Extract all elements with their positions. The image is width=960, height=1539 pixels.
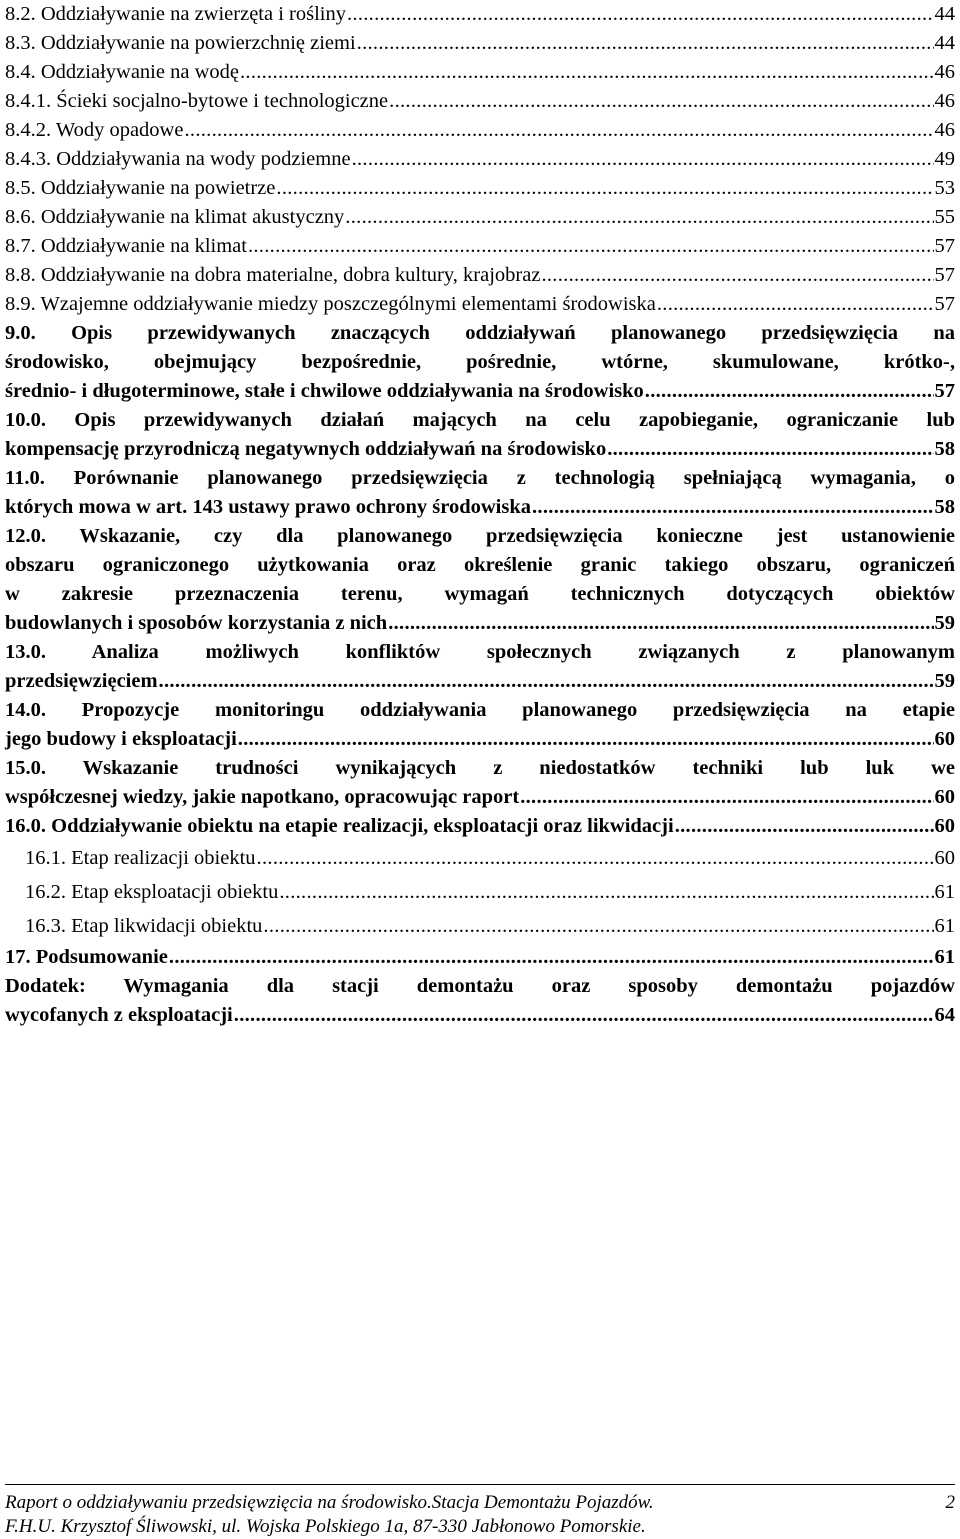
toc-page-number: 58 xyxy=(934,438,955,460)
toc-entry-row[interactable] xyxy=(5,812,955,841)
toc-entry-title: 16.0. Oddziaływanie obiektu na etapie realizacji, eksploatacji oraz likwidacji xyxy=(5,815,674,837)
toc-entry xyxy=(5,116,955,145)
toc-final-section xyxy=(5,943,955,1030)
dot-leader xyxy=(276,174,933,203)
toc-page-number: 53 xyxy=(934,177,955,199)
toc-entry xyxy=(5,638,955,696)
dot-leader xyxy=(169,943,934,972)
dot-leader xyxy=(388,609,933,638)
toc-entry-title: współczesnej wiedzy, jakie napotkano, opracowując raport xyxy=(5,786,520,808)
toc-entry-line[interactable]: w zakresie przeznaczenia terenu, wymagań technicznych dotyczących obiektów xyxy=(5,583,955,605)
toc-page-number: 44 xyxy=(934,32,955,54)
toc-entry-title: jego budowy i eksploatacji xyxy=(5,728,237,750)
dot-leader xyxy=(248,232,934,261)
dot-leader xyxy=(257,841,934,875)
dot-leader xyxy=(234,1001,934,1030)
toc-entry-line[interactable]: 13.0. Analiza możliwych konfliktów społecznych związanych z planowanym xyxy=(5,641,955,663)
toc-entry-row[interactable] xyxy=(5,783,955,812)
toc-page-number: 46 xyxy=(934,61,955,83)
toc-page-number: 61 xyxy=(934,881,955,903)
toc-entry-title: 8.8. Oddziaływanie na dobra materialne, dobra kultury, krajobraz xyxy=(5,264,541,286)
toc-entry-title: 16.1. Etap realizacji obiektu xyxy=(25,847,256,869)
footer-report-title: Raport o oddziaływaniu przedsięwzięcia na środowisko.Stacja Demontażu Pojazdów. xyxy=(5,1492,654,1513)
toc-entry xyxy=(5,0,955,29)
toc-entry xyxy=(5,812,955,841)
toc-entry-row[interactable] xyxy=(5,290,955,319)
toc-entry-title: 16.3. Etap likwidacji obiektu xyxy=(25,915,263,937)
toc-page-number: 44 xyxy=(934,3,955,25)
dot-leader xyxy=(675,812,934,841)
toc-entry-title: 8.4. Oddziaływanie na wodę xyxy=(5,61,239,83)
dot-leader xyxy=(159,667,934,696)
toc-entry-title: 8.9. Wzajemne oddziaływanie miedzy poszczególnymi elementami środowiska xyxy=(5,293,656,315)
toc-page-number: 61 xyxy=(934,946,955,968)
toc-page-number: 60 xyxy=(934,815,955,837)
toc-entry-row[interactable] xyxy=(5,609,955,638)
toc-entry-row[interactable] xyxy=(5,725,955,754)
toc-entry-title: budowlanych i sposobów korzystania z nich xyxy=(5,612,388,634)
toc-entry-row[interactable] xyxy=(25,909,955,943)
toc-entry-row[interactable] xyxy=(5,943,955,972)
toc-entry xyxy=(5,203,955,232)
toc-entry-row[interactable] xyxy=(5,1001,955,1030)
toc-page-number: 60 xyxy=(934,786,955,808)
toc-entry xyxy=(5,754,955,812)
toc-page-number: 59 xyxy=(934,612,955,634)
toc-entry-title: 17. Podsumowanie xyxy=(5,946,168,968)
toc-subentry xyxy=(25,875,955,909)
toc-entry-title: wycofanych z eksploatacji xyxy=(5,1004,233,1026)
toc-plain-section xyxy=(5,0,955,319)
toc-page-number: 46 xyxy=(934,90,955,112)
toc-entry-row[interactable] xyxy=(25,875,955,909)
toc-entry-title: których mowa w art. 143 ustawy prawo ochrony środowiska xyxy=(5,496,531,518)
dot-leader xyxy=(238,725,934,754)
toc-entry-title: 8.5. Oddziaływanie na powietrze xyxy=(5,177,276,199)
dot-leader xyxy=(279,875,933,909)
dot-leader xyxy=(520,783,933,812)
toc-entry-row[interactable] xyxy=(5,435,955,464)
toc-entry-title: 8.4.3. Oddziaływania na wody podziemne xyxy=(5,148,351,170)
toc-page-number: 46 xyxy=(934,119,955,141)
toc-page-number: 61 xyxy=(934,915,955,937)
toc-page-number: 55 xyxy=(934,206,955,228)
footer-page-number: 2 xyxy=(945,1492,955,1513)
toc-entry xyxy=(5,290,955,319)
toc-entry xyxy=(5,174,955,203)
toc-entry-row[interactable] xyxy=(5,29,955,58)
toc-subsection-list xyxy=(5,841,955,943)
toc-entry-row[interactable] xyxy=(5,87,955,116)
toc-entry-line[interactable]: Dodatek: Wymagania dla stacji demontażu oraz sposoby demontażu pojazdów xyxy=(5,975,955,997)
toc-entry-line[interactable]: obszaru ograniczonego użytkowania oraz określenie granic takiego obszaru, ograniczeń xyxy=(5,554,955,576)
toc-entry xyxy=(5,406,955,464)
toc-entry xyxy=(5,29,955,58)
toc-entry xyxy=(5,261,955,290)
toc-entry xyxy=(5,232,955,261)
toc-entry-title: 8.3. Oddziaływanie na powierzchnię ziemi xyxy=(5,32,356,54)
toc-entry xyxy=(5,943,955,972)
toc-page-number: 57 xyxy=(934,380,955,402)
toc-page-number: 60 xyxy=(934,847,955,869)
toc-entry-line[interactable]: 15.0. Wskazanie trudności wynikających z niedostatków techniki lub luk we xyxy=(5,757,955,779)
toc-entry-title: 8.6. Oddziaływanie na klimat akustyczny xyxy=(5,206,345,228)
toc-entry-row[interactable] xyxy=(5,377,955,406)
toc-entry xyxy=(5,696,955,754)
dot-leader xyxy=(645,377,934,406)
toc-page-number: 57 xyxy=(934,293,955,315)
dot-leader xyxy=(532,493,934,522)
toc-entry xyxy=(5,319,955,406)
toc-entry xyxy=(5,58,955,87)
toc-page-number: 60 xyxy=(934,728,955,750)
toc-entry-row[interactable] xyxy=(5,116,955,145)
toc-entry xyxy=(5,522,955,638)
dot-leader xyxy=(240,58,934,87)
dot-leader xyxy=(352,145,934,174)
dot-leader xyxy=(607,435,933,464)
toc-entry-line[interactable]: 9.0. Opis przewidywanych znaczących oddziaływań planowanego przedsięwzięcia na xyxy=(5,322,955,344)
toc-entry xyxy=(5,87,955,116)
dot-leader xyxy=(184,116,933,145)
toc-entry-title: średnio- i długoterminowe, stałe i chwilowe oddziaływania na środowisko xyxy=(5,380,644,402)
toc-entry-row[interactable] xyxy=(5,667,955,696)
footer-address: F.H.U. Krzysztof Śliwowski, ul. Wojska Polskiego 1a, 87-330 Jabłonowo Pomorskie. xyxy=(5,1516,646,1537)
toc-entry-row[interactable] xyxy=(5,232,955,261)
toc-entry-row[interactable] xyxy=(5,203,955,232)
toc-entry-row[interactable] xyxy=(5,493,955,522)
toc-entry-title: przedsięwzięciem xyxy=(5,670,158,692)
toc-entry xyxy=(5,145,955,174)
toc-entry xyxy=(5,972,955,1030)
toc-entry-line[interactable]: 12.0. Wskazanie, czy dla planowanego przedsięwzięcia konieczne jest ustanowienie xyxy=(5,525,955,547)
toc-page-number: 49 xyxy=(934,148,955,170)
toc-entry-title: 8.4.2. Wody opadowe xyxy=(5,119,184,141)
toc-entry-title: 8.2. Oddziaływanie na zwierzęta i rośliny xyxy=(5,3,346,25)
toc-page-number: 59 xyxy=(934,670,955,692)
toc-entry-title: kompensację przyrodniczą negatywnych oddziaływań na środowisko xyxy=(5,438,607,460)
toc-entry-title: 16.2. Etap eksploatacji obiektu xyxy=(25,881,279,903)
table-of-contents xyxy=(5,0,955,1030)
page-footer xyxy=(5,1484,955,1539)
toc-subentry xyxy=(25,841,955,875)
toc-page-number: 58 xyxy=(934,496,955,518)
toc-subentry xyxy=(25,909,955,943)
dot-leader xyxy=(347,0,934,29)
toc-entry-line[interactable]: 11.0. Porównanie planowanego przedsięwzięcia z technologią spełniającą wymagania, o xyxy=(5,467,955,489)
toc-entry-title: 8.7. Oddziaływanie na klimat xyxy=(5,235,247,257)
toc-page-number: 64 xyxy=(934,1004,955,1026)
dot-leader xyxy=(541,261,933,290)
toc-entry-title: 8.4.1. Ścieki socjalno-bytowe i technologiczne xyxy=(5,90,389,112)
toc-entry-row[interactable] xyxy=(5,174,955,203)
toc-entry xyxy=(5,464,955,522)
toc-bold-section xyxy=(5,319,955,841)
dot-leader xyxy=(263,909,933,943)
dot-leader xyxy=(345,203,933,232)
toc-entry-row[interactable] xyxy=(5,58,955,87)
toc-entry-row[interactable] xyxy=(25,841,955,875)
dot-leader xyxy=(657,290,934,319)
toc-entry-row[interactable] xyxy=(5,0,955,29)
dot-leader xyxy=(389,87,933,116)
dot-leader xyxy=(357,29,934,58)
toc-entry-line[interactable]: 14.0. Propozycje monitoringu oddziaływania planowanego przedsięwzięcia na etapie xyxy=(5,699,955,721)
toc-page-number: 57 xyxy=(934,264,955,286)
toc-entry-line[interactable]: środowisko, obejmujący bezpośrednie, pośrednie, wtórne, skumulowane, krótko-, xyxy=(5,351,955,373)
toc-entry-row[interactable] xyxy=(5,261,955,290)
toc-entry-line[interactable]: 10.0. Opis przewidywanych działań mających na celu zapobieganie, ograniczanie lub xyxy=(5,409,955,431)
toc-entry-row[interactable] xyxy=(5,145,955,174)
toc-page-number: 57 xyxy=(934,235,955,257)
